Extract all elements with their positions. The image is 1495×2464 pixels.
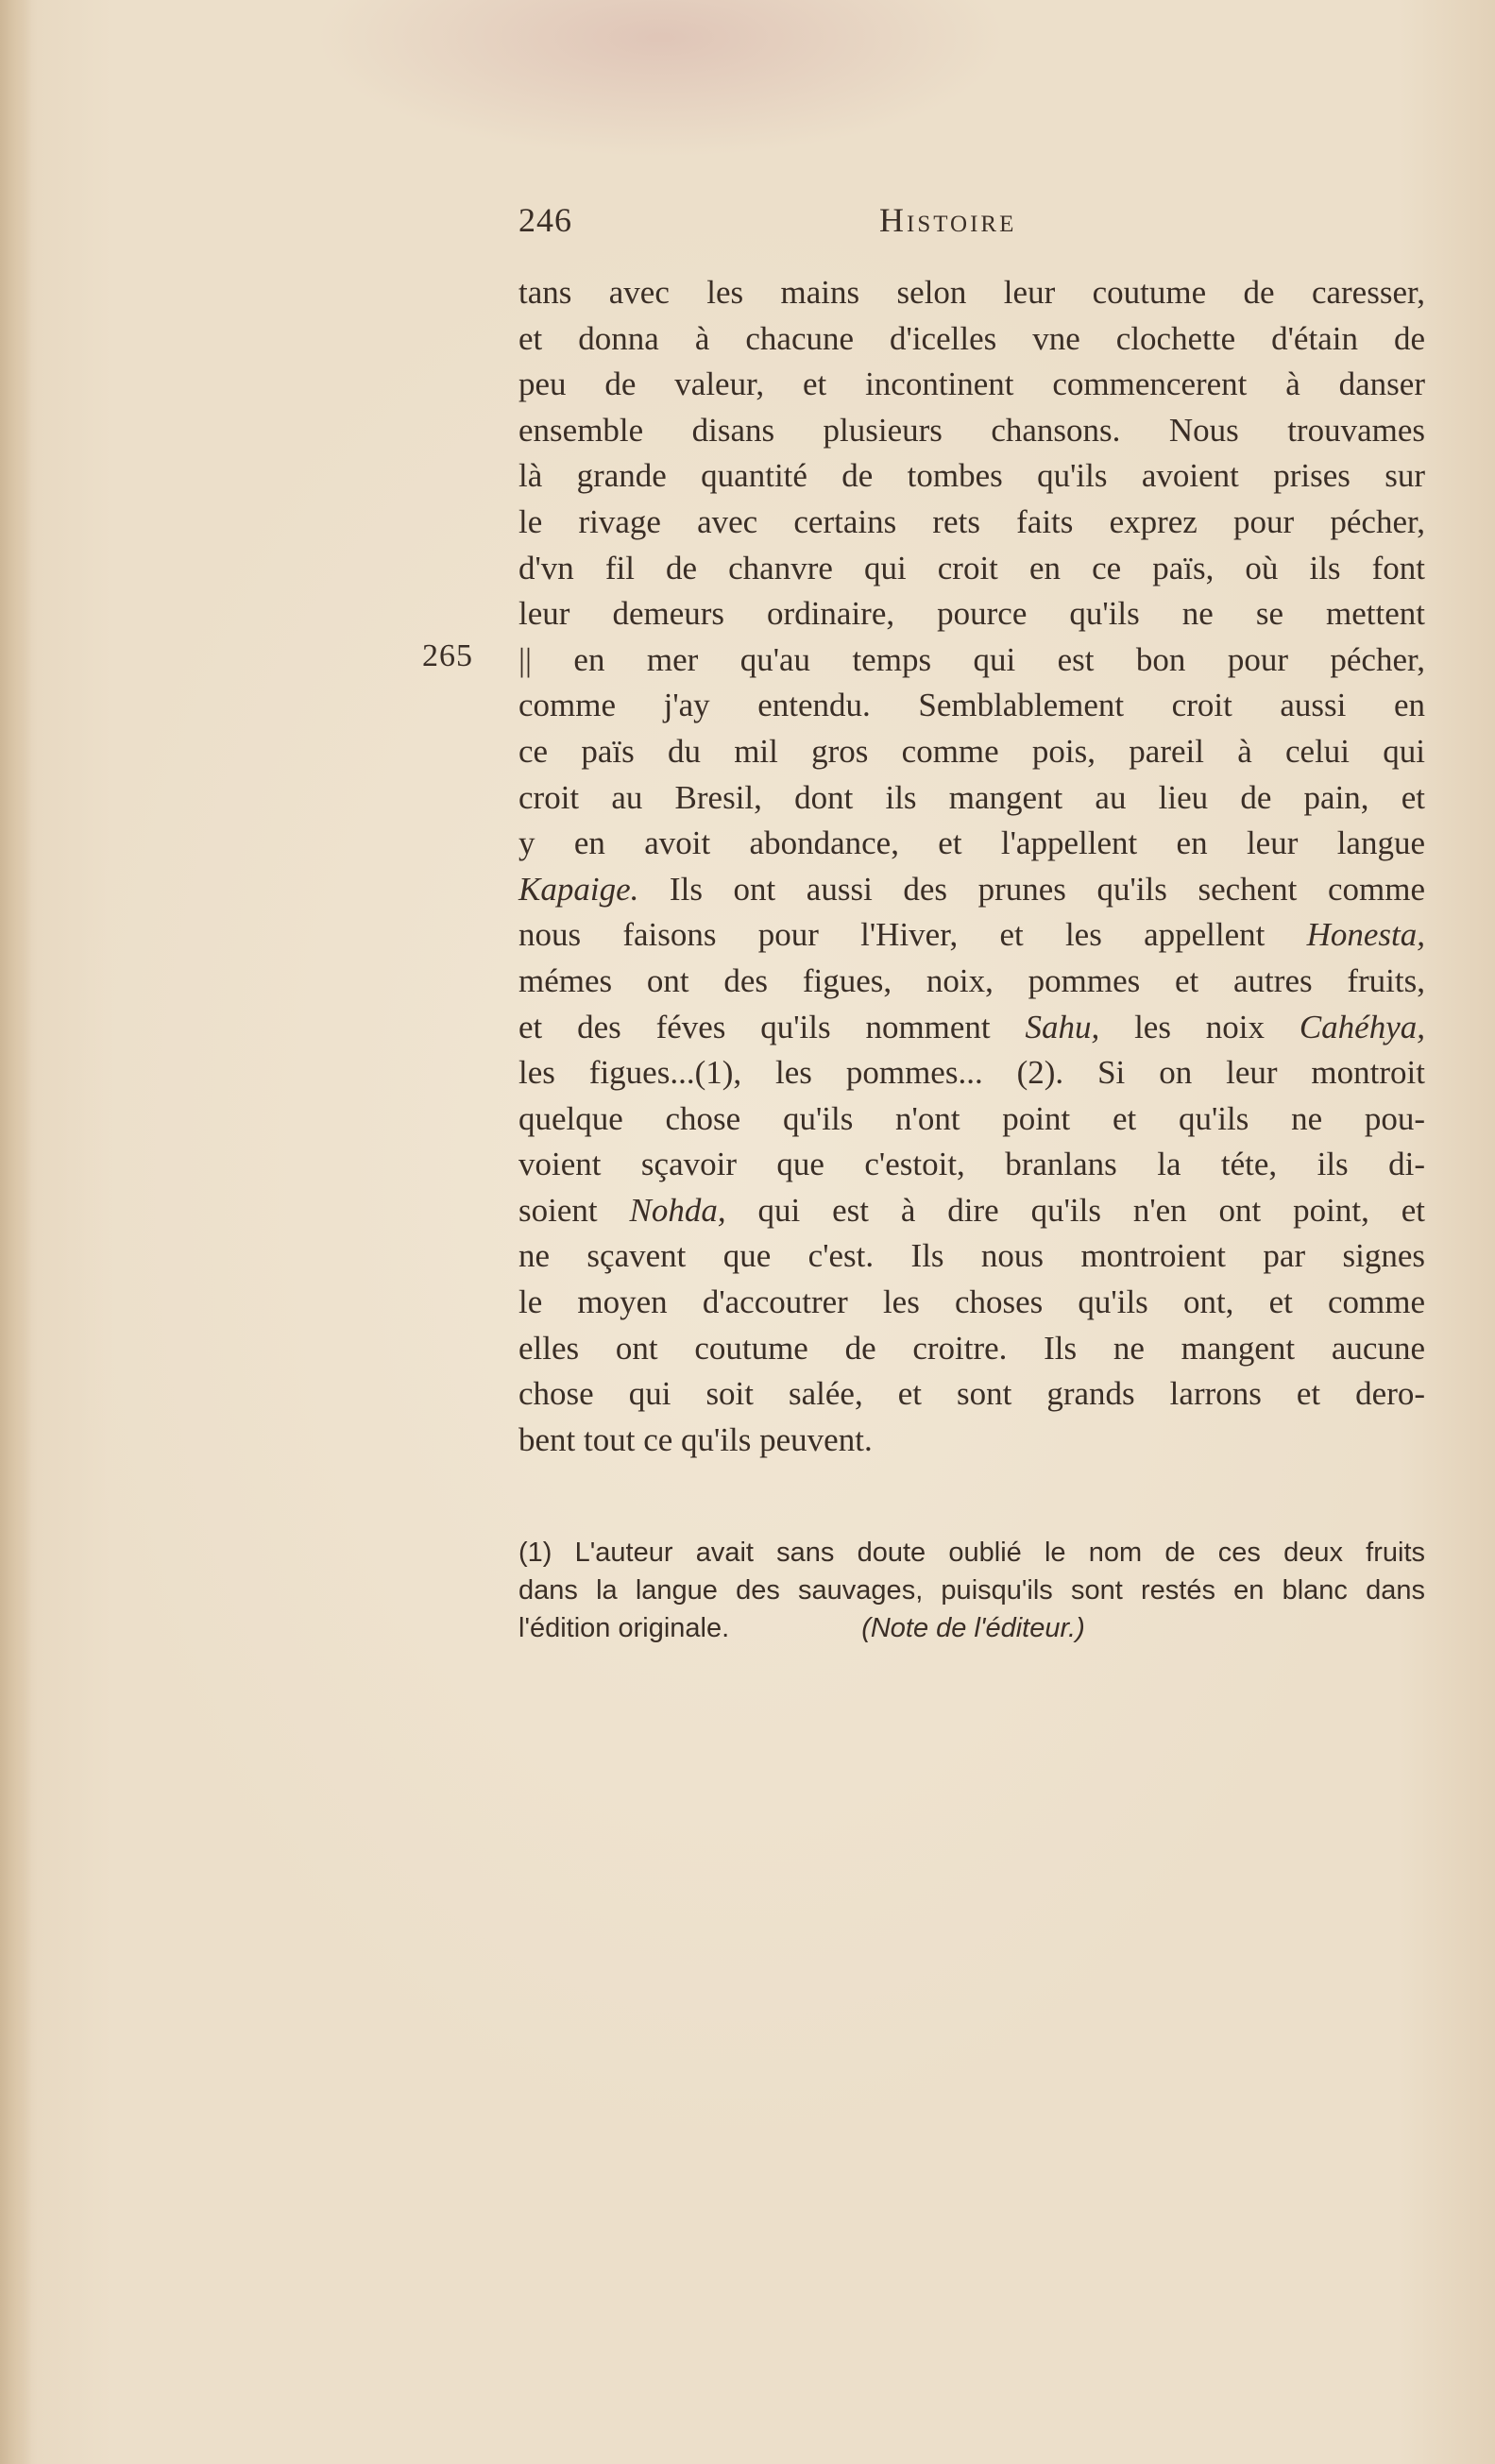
text-line: peu de valeur, et incontinent commencerent à danser: [518, 365, 1425, 403]
body-text: [518, 270, 1425, 1463]
text-line: quelque chose qu'ils n'ont point et qu'ils ne pou-: [518, 1099, 1425, 1137]
text-line: d'vn fil de chanvre qui croit en ce païs, où ils font: [518, 549, 1425, 586]
italic-word: Kapaige.: [518, 870, 639, 908]
text-line: le rivage avec certains rets faits exprez pour pécher,: [518, 502, 1425, 540]
text-line: [518, 867, 1425, 913]
text-line: [518, 912, 1425, 959]
text-line: voient sçavoir que c'estoit, branlans la téte, ils di-: [518, 1146, 1425, 1183]
text-line: le moyen d'accoutrer les choses qu'ils ont, et comme: [518, 1283, 1425, 1321]
text-segment: Ils ont aussi des prunes qu'ils sechent comme: [638, 870, 1425, 908]
italic-word: Honesta,: [1306, 916, 1425, 954]
text-line: et donna à chacune d'icelles vne clochette d'étain de: [518, 319, 1425, 357]
text-line: bent tout ce qu'ils peuvent.: [518, 1420, 873, 1458]
text-segment: nous faisons pour l'Hiver, et les appellent: [518, 916, 1307, 954]
running-head: Histoire: [879, 201, 1017, 239]
text-line: [518, 1188, 1425, 1234]
text-segment: et des féves qu'ils nomment: [518, 1008, 1026, 1045]
text-line: leur demeurs ordinaire, pource qu'ils ne se mettent: [518, 595, 1425, 633]
text-line: y en avoit abondance, et l'appellent en leur langue: [518, 824, 1425, 862]
text-line: ensemble disans plusieurs chansons. Nous trouvames: [518, 411, 1425, 449]
footnote: [518, 1534, 1425, 1647]
text-line: comme j'ay entendu. Semblablement croit aussi en: [518, 687, 1425, 724]
footnote-line: [518, 1609, 1425, 1647]
page-header: [518, 200, 1059, 247]
text-line: chose qui soit salée, et sont grands larrons et dero-: [518, 1375, 1425, 1413]
text-line: les figues...(1), les pommes... (2). Si on leur montroit: [518, 1054, 1425, 1092]
footnote-text: l'édition originale.: [518, 1613, 730, 1643]
italic-word: Nohda,: [629, 1191, 726, 1229]
text-line: [518, 1005, 1425, 1051]
text-line: || en mer qu'au temps qui est bon pour pécher,: [518, 640, 1425, 678]
text-line: ce païs du mil gros comme pois, pareil à celui qui: [518, 732, 1425, 770]
margin-line-number: 265: [422, 638, 473, 673]
page-left-edge: [0, 0, 32, 2464]
text-line: ne sçavent que c'est. Ils nous montroient par signes: [518, 1237, 1425, 1275]
italic-word: Cahéhya,: [1299, 1008, 1425, 1045]
text-line: mémes ont des figues, noix, pommes et autres fruits,: [518, 961, 1425, 999]
page-number: 246: [518, 201, 572, 239]
text-segment: les noix: [1099, 1008, 1300, 1045]
editor-note: (Note de l'éditeur.): [861, 1613, 1085, 1643]
text-line: croit au Bresil, dont ils mangent au lieu de pain, et: [518, 778, 1425, 816]
text-segment: soient: [518, 1191, 630, 1229]
text-segment: qui est à dire qu'ils n'en ont point, et: [725, 1191, 1426, 1229]
text-line: elles ont coutume de croitre. Ils ne mangent aucune: [518, 1329, 1425, 1367]
text-line: tans avec les mains selon leur coutume de caresser,: [518, 274, 1425, 311]
italic-word: Sahu,: [1025, 1008, 1100, 1045]
footnote-line: (1) L'auteur avait sans doute oublié le nom de ces deux fruits: [518, 1538, 1425, 1568]
text-line: là grande quantité de tombes qu'ils avoient prises sur: [518, 457, 1425, 495]
footnote-line: dans la langue des sauvages, puisqu'ils sont restés en blanc dans: [518, 1575, 1425, 1606]
